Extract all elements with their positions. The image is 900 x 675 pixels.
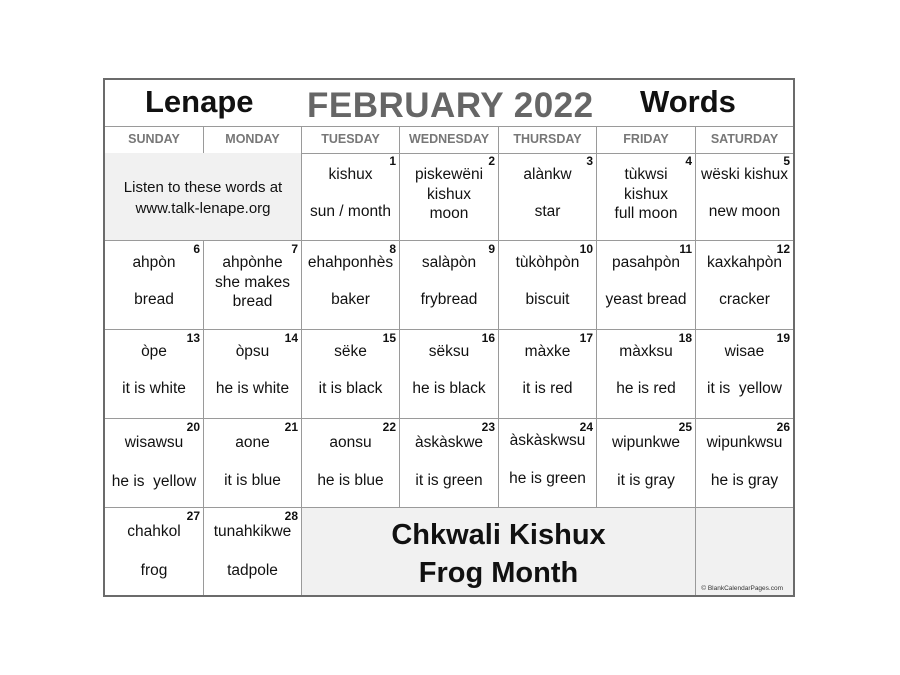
lenape-word: òpsu <box>235 343 270 360</box>
lenape-word: kaxkahpòn <box>707 254 782 271</box>
english-meaning: it is white <box>122 380 186 397</box>
day-number: 16 <box>481 331 495 345</box>
lenape-word: kishux <box>328 166 373 183</box>
day-number: 6 <box>193 242 200 256</box>
lenape-word: wipunkwe <box>611 434 681 451</box>
day-cell-24 <box>499 419 597 508</box>
day-cell-20 <box>105 419 204 508</box>
empty-cell <box>696 508 793 595</box>
weekday-monday: MONDAY <box>204 126 302 153</box>
lenape-word: ahpònhe <box>222 254 283 271</box>
english-meaning: he is blue <box>317 472 384 489</box>
english-meaning: moon <box>429 205 469 222</box>
day-number: 18 <box>678 331 692 345</box>
english-meaning: it is green <box>415 472 483 489</box>
english-meaning: he is black <box>412 380 486 397</box>
day-cell-28 <box>204 508 302 595</box>
lenape-word: wisae <box>724 343 765 360</box>
weekday-header-row <box>105 126 793 154</box>
day-cell-12 <box>696 241 793 330</box>
english-meaning: he is white <box>215 380 290 397</box>
lenape-word: màxksu <box>619 343 673 360</box>
english-meaning: it is yellow <box>707 380 782 397</box>
english-meaning: cracker <box>719 291 770 308</box>
english-meaning: it is red <box>522 380 573 397</box>
credit-text[interactable]: © BlankCalendarPages.com <box>701 585 783 592</box>
english-meaning: she makes <box>215 273 290 291</box>
english-meaning: new moon <box>708 203 781 220</box>
title-lenape: Lenape <box>145 84 254 119</box>
english-meaning: it is gray <box>617 472 675 489</box>
lenape-word: tùkwsi <box>624 166 668 183</box>
title-row <box>105 80 793 127</box>
english-meaning-cont: bread <box>232 293 273 310</box>
day-cell-25 <box>597 419 696 508</box>
day-number: 27 <box>186 509 200 523</box>
intro-url[interactable]: www.talk-lenape.org <box>135 200 271 217</box>
intro-cell <box>105 153 302 241</box>
day-number: 7 <box>291 242 298 256</box>
day-number: 28 <box>284 509 298 523</box>
day-number: 12 <box>776 242 790 256</box>
english-meaning: frybread <box>420 291 478 308</box>
day-cell-15 <box>302 330 400 419</box>
intro-text: Listen to these words at <box>123 179 283 196</box>
lenape-word: tunahkikwe <box>213 523 292 540</box>
day-cell-22 <box>302 419 400 508</box>
lenape-word-cont: kishux <box>427 185 471 203</box>
day-number: 21 <box>284 420 298 434</box>
day-cell-26 <box>696 419 793 508</box>
lenape-word: sëksu <box>428 343 470 360</box>
day-number: 24 <box>579 420 593 434</box>
day-number: 10 <box>579 242 593 256</box>
day-number: 5 <box>783 154 790 168</box>
lenape-word: ahpòn <box>132 254 176 271</box>
day-cell-23 <box>400 419 499 508</box>
day-cell-18 <box>597 330 696 419</box>
day-number: 17 <box>579 331 593 345</box>
english-meaning: baker <box>331 291 370 308</box>
month-name-english: Frog Month <box>418 557 579 589</box>
english-meaning: frog <box>140 562 168 579</box>
day-number: 3 <box>586 154 593 168</box>
day-cell-17 <box>499 330 597 419</box>
lenape-word-cont: kishux <box>624 185 668 203</box>
calendar <box>103 78 795 597</box>
english-meaning: it is blue <box>224 472 281 489</box>
weekday-wednesday: WEDNESDAY <box>400 126 499 153</box>
english-meaning: sun / month <box>310 203 391 220</box>
weekday-thursday: THURSDAY <box>499 126 597 153</box>
lenape-word: ehahponhès <box>307 254 394 271</box>
day-number: 11 <box>679 242 692 256</box>
english-meaning: he is yellow <box>111 473 197 490</box>
lenape-word: aone <box>235 434 270 451</box>
lenape-word: òpe <box>141 343 167 360</box>
day-number: 2 <box>488 154 495 168</box>
lenape-word: aonsu <box>329 434 372 451</box>
day-cell-13 <box>105 330 204 419</box>
lenape-word: wëski kishux <box>701 166 788 183</box>
day-number: 4 <box>685 154 692 168</box>
title-words: Words <box>640 84 736 119</box>
day-number: 8 <box>389 242 396 256</box>
lenape-word: màxke <box>524 343 571 360</box>
day-cell-21 <box>204 419 302 508</box>
day-cell-14 <box>204 330 302 419</box>
month-name-cell <box>302 508 696 595</box>
day-cell-10 <box>499 241 597 330</box>
day-cell-7 <box>204 241 302 330</box>
day-number: 23 <box>481 420 495 434</box>
english-meaning: star <box>534 203 561 220</box>
day-cell-16 <box>400 330 499 419</box>
day-number: 15 <box>382 331 396 345</box>
lenape-word: wipunkwsu <box>706 434 783 451</box>
day-cell-5 <box>696 153 793 241</box>
day-cell-8 <box>302 241 400 330</box>
lenape-word: tùkòhpòn <box>515 254 580 271</box>
day-cell-9 <box>400 241 499 330</box>
english-meaning: he is gray <box>710 472 779 489</box>
day-number: 22 <box>382 420 396 434</box>
day-number: 1 <box>389 154 396 168</box>
english-meaning: yeast bread <box>605 291 687 308</box>
lenape-word: sëke <box>334 343 367 360</box>
weekday-sunday: SUNDAY <box>105 126 204 153</box>
calendar-grid <box>105 153 793 595</box>
day-cell-3 <box>499 153 597 241</box>
lenape-word: alànkw <box>523 166 572 183</box>
day-number: 13 <box>186 331 200 345</box>
day-number: 26 <box>776 420 790 434</box>
title-month: FEBRUARY 2022 <box>307 86 594 125</box>
day-cell-27 <box>105 508 204 595</box>
day-number: 9 <box>488 242 495 256</box>
english-meaning: he is green <box>509 470 586 487</box>
day-cell-19 <box>696 330 793 419</box>
month-name-lenape: Chkwali Kishux <box>391 519 606 551</box>
day-cell-6 <box>105 241 204 330</box>
lenape-word: pasahpòn <box>611 254 681 271</box>
weekday-saturday: SATURDAY <box>710 132 779 146</box>
day-cell-11 <box>597 241 696 330</box>
english-meaning: tadpole <box>227 562 278 579</box>
lenape-word: piskewëni <box>414 166 484 183</box>
day-cell-2 <box>400 153 499 241</box>
day-number: 20 <box>186 420 200 434</box>
day-cell-4 <box>597 153 696 241</box>
lenape-word: àskàskwsu <box>509 432 586 449</box>
english-meaning: bread <box>134 291 174 308</box>
lenape-word: wisawsu <box>124 434 184 451</box>
english-meaning: biscuit <box>525 291 570 308</box>
weekday-friday: FRIDAY <box>597 126 696 153</box>
day-number: 19 <box>776 331 790 345</box>
day-cell-1 <box>302 153 400 241</box>
day-number: 25 <box>678 420 692 434</box>
lenape-word: salàpòn <box>421 254 477 271</box>
weekday-tuesday: TUESDAY <box>302 126 400 153</box>
lenape-word: àskàskwe <box>414 434 484 451</box>
english-meaning: full moon <box>614 205 678 222</box>
english-meaning: it is black <box>318 380 383 397</box>
english-meaning: he is red <box>616 380 676 397</box>
lenape-word: chahkol <box>127 523 181 540</box>
day-number: 14 <box>284 331 298 345</box>
